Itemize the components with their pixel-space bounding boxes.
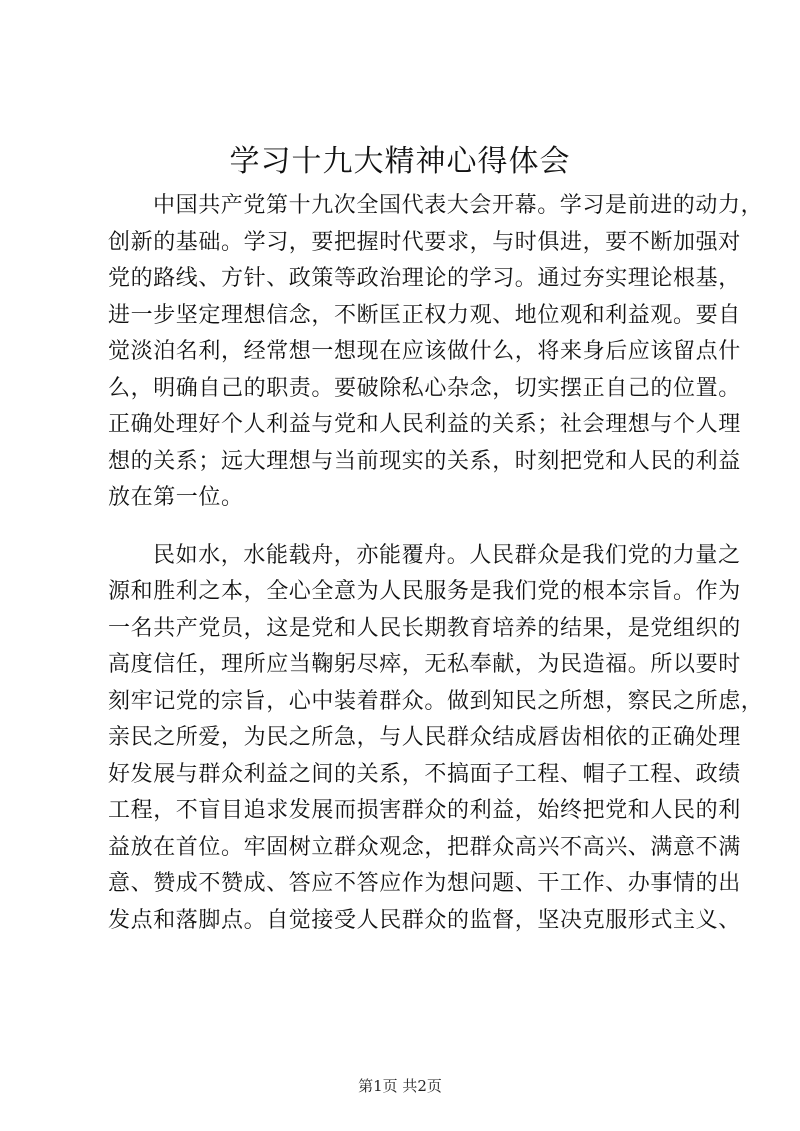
paragraph-1 xyxy=(108,188,764,517)
paragraph-line: 进一步坚定理想信念，不断匡正权力观、地位观和利益观。要自 xyxy=(108,302,741,328)
paragraph-line: 工程，不盲目追求发展而损害群众的利益，始终把党和人民的利 xyxy=(108,798,741,823)
paragraph-line: 中国共产党第十九次全国代表大会开幕。学习是前进的动力， xyxy=(153,193,764,218)
paragraph-line: 亲民之所爱，为民之所急，与人民群众结成唇齿相依的正确处理 xyxy=(108,725,741,750)
page-number-footer: 第1页 共2页 xyxy=(358,1077,442,1095)
paragraph-line: 么，明确自己的职责。要破除私心杂念，切实摆正自己的位置。 xyxy=(108,375,741,401)
paragraph-line: 一名共产党员，这是党和人民长期教育培养的结果，是党组织的 xyxy=(108,615,741,641)
paragraph-line: 觉淡泊名利，经常想一想现在应该做什么，将来身后应该留点什 xyxy=(108,339,741,364)
paragraph-line: 想的关系；远大理想与当前现实的关系，时刻把党和人民的利益 xyxy=(108,448,741,474)
document-title: 学习十九大精神心得体会 xyxy=(229,144,571,179)
paragraph-line: 发点和落脚点。自觉接受人民群众的监督，坚决克服形式主义、 xyxy=(108,907,741,933)
paragraph-line: 放在第一位。 xyxy=(108,485,244,510)
paragraph-line: 源和胜利之本，全心全意为人民服务是我们党的根本宗旨。作为 xyxy=(108,579,741,604)
document-body xyxy=(108,188,764,939)
paragraph-line: 高度信任，理所应当鞠躬尽瘁，无私奉献，为民造福。所以要时 xyxy=(108,652,741,677)
paragraph-line: 民如水，水能载舟，亦能覆舟。人民群众是我们党的力量之 xyxy=(153,542,741,568)
paragraph-spacer xyxy=(108,517,714,538)
paragraph-line: 正确处理好个人利益与党和人民利益的关系；社会理想与个人理 xyxy=(108,412,741,437)
paragraph-line: 好发展与群众利益之间的关系，不搞面子工程、帽子工程、政绩 xyxy=(108,761,741,787)
paragraph-line: 创新的基础。学习，要把握时代要求，与时俱进，要不断加强对 xyxy=(108,229,741,255)
paragraph-line: 党的路线、方针、政策等政治理论的学习。通过夯实理论根基， xyxy=(108,266,741,291)
paragraph-line: 益放在首位。牢固树立群众观念，把群众高兴不高兴、满意不满 xyxy=(108,834,741,860)
paragraph-line: 意、赞成不赞成、答应不答应作为想问题、干工作、办事情的出 xyxy=(108,871,741,896)
paragraph-2 xyxy=(108,538,764,940)
paragraph-line: 刻牢记党的宗旨，心中装着群众。做到知民之所想，察民之所虑， xyxy=(108,688,764,714)
